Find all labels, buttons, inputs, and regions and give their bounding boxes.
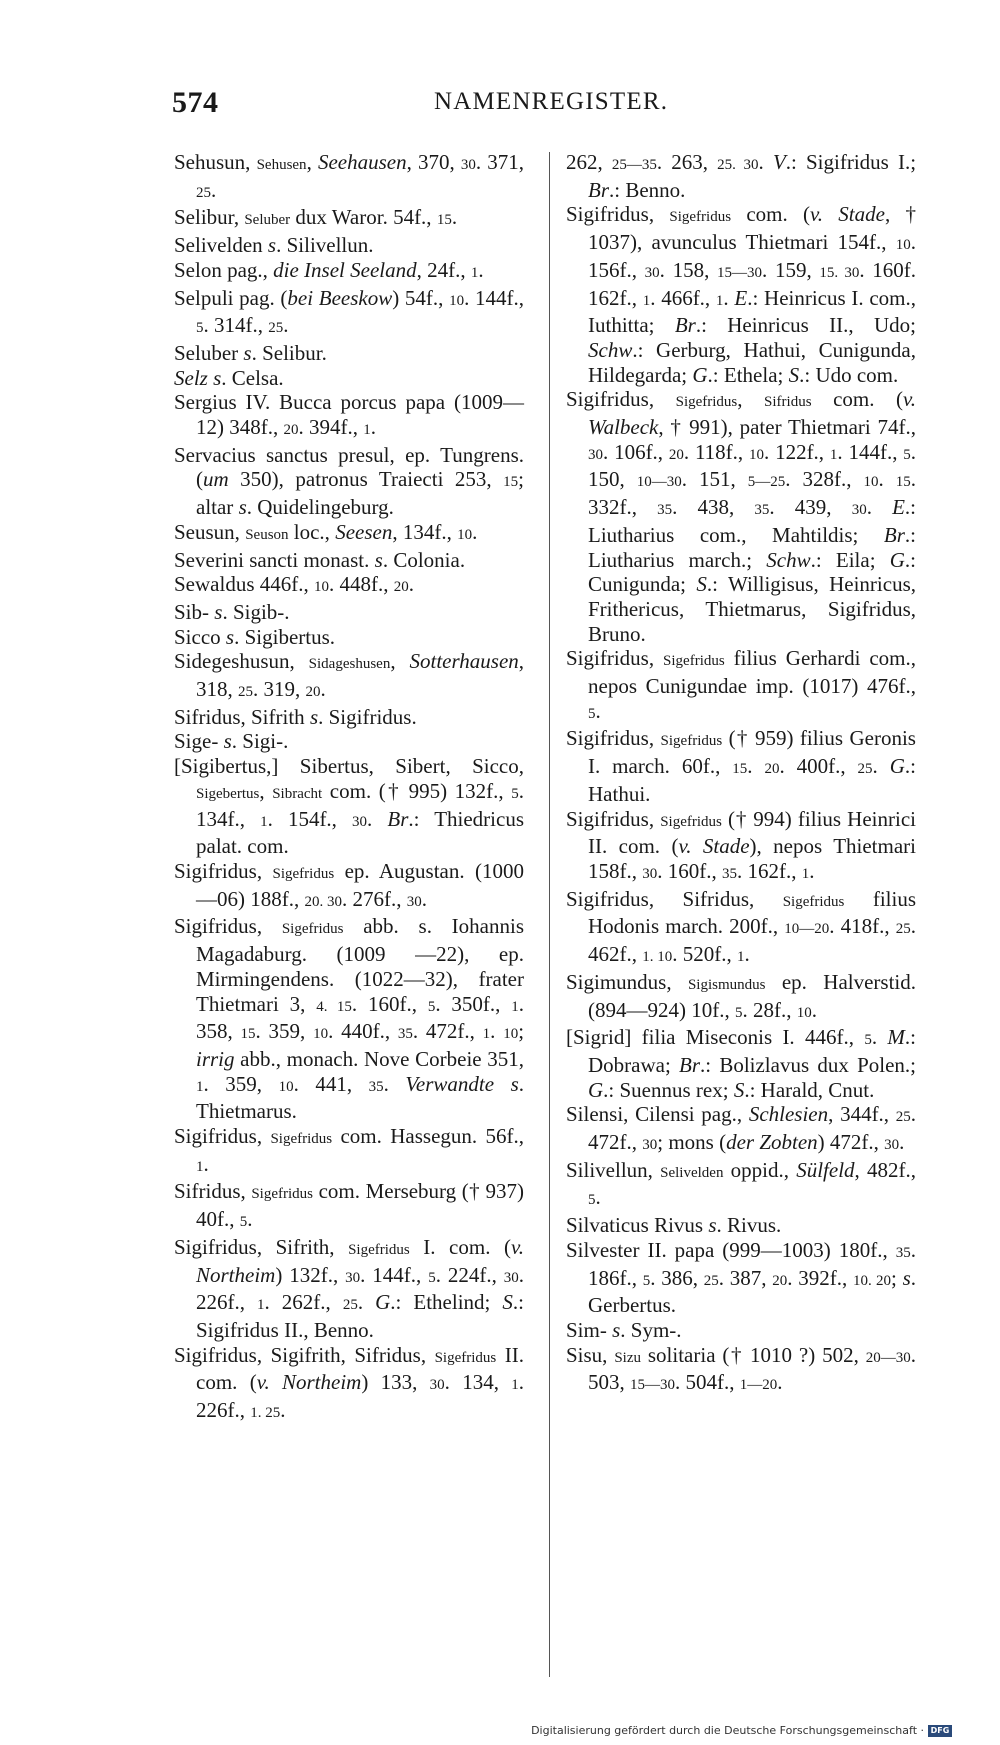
page-header xyxy=(172,86,868,126)
column-divider xyxy=(549,152,550,1677)
index-entry: Sigifridus, Sigefridus († 959) filius Geronis I. march. 60f., 15. 20. 400f., 25. G.: Hathui. xyxy=(566,726,916,806)
page-number: 574 xyxy=(172,86,219,119)
left-column xyxy=(174,150,524,1426)
index-entry: Sigifridus, Sigefridus com. (v. Stade, † 1037), avunculus Thietmari 154f., 10. 156f., 30. 158, 15—30. 159, 15. 30. 160f. 162f., 1. 466f., 1. E.: Heinricus I. com., Iuthitta; Br.: Heinricus II., Udo; Schw.: Gerburg, Hathui, Cunigunda, Hildegarda; G.: Ethela; S.: Udo com. xyxy=(566,202,917,387)
index-entry: Sigifridus, Sigefridus abb. s. Iohannis Magadaburg. (1009 —22), ep. Mirmingendens. (1022—32), frater Thietmari 3, 4. 15. 160f., 5. 350f., 1. 358, 15. 359, 10. 440f., 35. 472f., 1. 10; irrig abb., monach. Nove Corbeie 351, 1. 359, 10. 441, 35. Verwandte s. Thietmarus. xyxy=(174,914,525,1124)
index-entry: Sigimundus, Sigismundus ep. Halverstid. (894—924) 10f., 5. 28f., 10. xyxy=(566,969,917,1022)
index-entry: Sicco s. Sigibertus. xyxy=(174,624,336,649)
index-entry: Sehusun, Sehusen, Seehausen, 370, 30. 371, 25. xyxy=(174,150,525,202)
running-head: NAMENREGISTER. xyxy=(434,88,669,115)
index-entry: Servacius sanctus presul, ep. Tungrens. (um 350), patronus Traiecti 253, 15; altar s. Quidelingeburg. xyxy=(174,442,524,520)
index-entry: Sib- s. Sigib-. xyxy=(174,599,290,624)
index-entry: Sergius IV. Bucca porcus papa (1009—12) 348f., 20. 394f., 1. xyxy=(174,390,524,440)
index-entry: Sifridus, Sigefridus com. Merseburg († 937) 40f., 5. xyxy=(174,1179,524,1232)
index-entry: Severini sancti monast. s. Colonia. xyxy=(174,547,466,572)
right-column xyxy=(566,150,916,1398)
index-entry: Sidegeshusun, Sidageshusen, Sotterhausen, 318, 25. 319, 20. xyxy=(174,649,525,702)
index-entry: Sigifridus, Sifrith, Sigefridus I. com. (v. Northeim) 132f., 30. 144f., 5. 224f., 30. 226f., 1. 262f., 25. G.: Ethelind; S.: Sigifridus II., Benno. xyxy=(174,1234,524,1342)
index-entry: Silivellun, Selivelden oppid., Sülfeld, 482f., 5. xyxy=(566,1157,916,1210)
index-entry: Sewaldus 446f., 10. 448f., 20. xyxy=(174,572,414,597)
index-entry: Selon pag., die Insel Seeland, 24f., 1. xyxy=(174,257,484,282)
index-entry: Selz s. Celsa. xyxy=(174,365,284,390)
index-entry: Sigifridus, Sigefridus, Sifridus com. (v. Walbeck, † 991), pater Thietmari 74f., 30. 106f., 20. 118f., 10. 122f., 1. 144f., 5. 150, 10—30. 151, 5—25. 328f., 10. 15. 332f., 35. 438, 35. 439, 30. E.: Liutharius com., Mahtildis; Br.: Liutharius march.; Schw.: Eila; G.: Cunigunda; S.: Willigisus, Heinricus, Frithericus, Thietmarus, Sigifridus, Bruno. xyxy=(566,387,917,646)
dfg-logo-icon: DFG xyxy=(928,1725,952,1737)
index-entry: Sige- s. Sigi-. xyxy=(174,729,289,754)
index-entry: Sigifridus, Sifridus, Sigefridus filius Hodonis march. 200f., 10—20. 418f., 25. 462f., 1. 10. 520f., 1. xyxy=(566,886,917,967)
index-entry: Seluber s. Selibur. xyxy=(174,340,327,365)
index-entry: Selpuli pag. (bei Beeskow) 54f., 10. 144f., 5. 314f., 25. xyxy=(174,285,524,338)
footer-credit: Digitalisierung gefördert durch die Deutsche Forschungsgemeinschaft · xyxy=(531,1724,924,1737)
index-entry: Silensi, Cilensi pag., Schlesien, 344f., 25. 472f., 30; mons (der Zobten) 472f., 30. xyxy=(566,1102,916,1155)
index-entry: Sigifridus, Sigifrith, Sifridus, Sigefridus II. com. (v. Northeim) 133, 30. 134, 1. 226f., 1. 25. xyxy=(174,1342,524,1423)
index-entry: Sigifridus, Sigefridus († 994) filius Heinrici II. com. (v. Stade), nepos Thietmari 158f., 30. 160f., 35. 162f., 1. xyxy=(566,806,916,883)
index-entry: 262, 25—35. 263, 25. 30. V.: Sigifridus I.; Br.: Benno. xyxy=(566,150,917,202)
index-entry: Sim- s. Sym-. xyxy=(566,1317,682,1342)
index-entry: Silvaticus Rivus s. Rivus. xyxy=(566,1213,782,1238)
index-entry: Seusun, Seuson loc., Seesen, 134f., 10. xyxy=(174,519,478,544)
index-entry: Sigifridus, Sigefridus ep. Augustan. (1000—06) 188f., 20. 30. 276f., 30. xyxy=(174,858,525,911)
index-entry: Selibur, Seluber dux Waror. 54f., 15. xyxy=(174,205,458,230)
index-entry: Sifridus, Sifrith s. Sigifridus. xyxy=(174,704,417,729)
index-entry: Silvester II. papa (999—1003) 180f., 35. 186f., 5. 386, 25. 387, 20. 392f., 10. 20; s. Gerbertus. xyxy=(566,1237,917,1318)
index-entry: Sigifridus, Sigefridus filius Gerhardi com., nepos Cunigundae imp. (1017) 476f., 5. xyxy=(566,646,917,723)
index-entry: [Sigrid] filia Miseconis I. 446f., 5. M.: Dobrawa; Br.: Bolizlavus dux Polen.; G.: Suennus rex; S.: Harald, Cnut. xyxy=(566,1025,916,1102)
footer xyxy=(531,1724,952,1737)
index-entry: Sisu, Sizu solitaria († 1010 ?) 502, 20—30. 503, 15—30. 504f., 1—20. xyxy=(566,1342,917,1395)
index-entry: Sigifridus, Sigefridus com. Hassegun. 56f., 1. xyxy=(174,1124,524,1176)
index-entry: [Sigibertus,] Sibertus, Sibert, Sicco, Sigebertus, Sibracht com. († 995) 132f., 5. 134f., 1. 154f., 30. Br.: Thiedricus palat. com. xyxy=(174,754,525,859)
index-entry: Selivelden s. Silivellun. xyxy=(174,233,374,258)
